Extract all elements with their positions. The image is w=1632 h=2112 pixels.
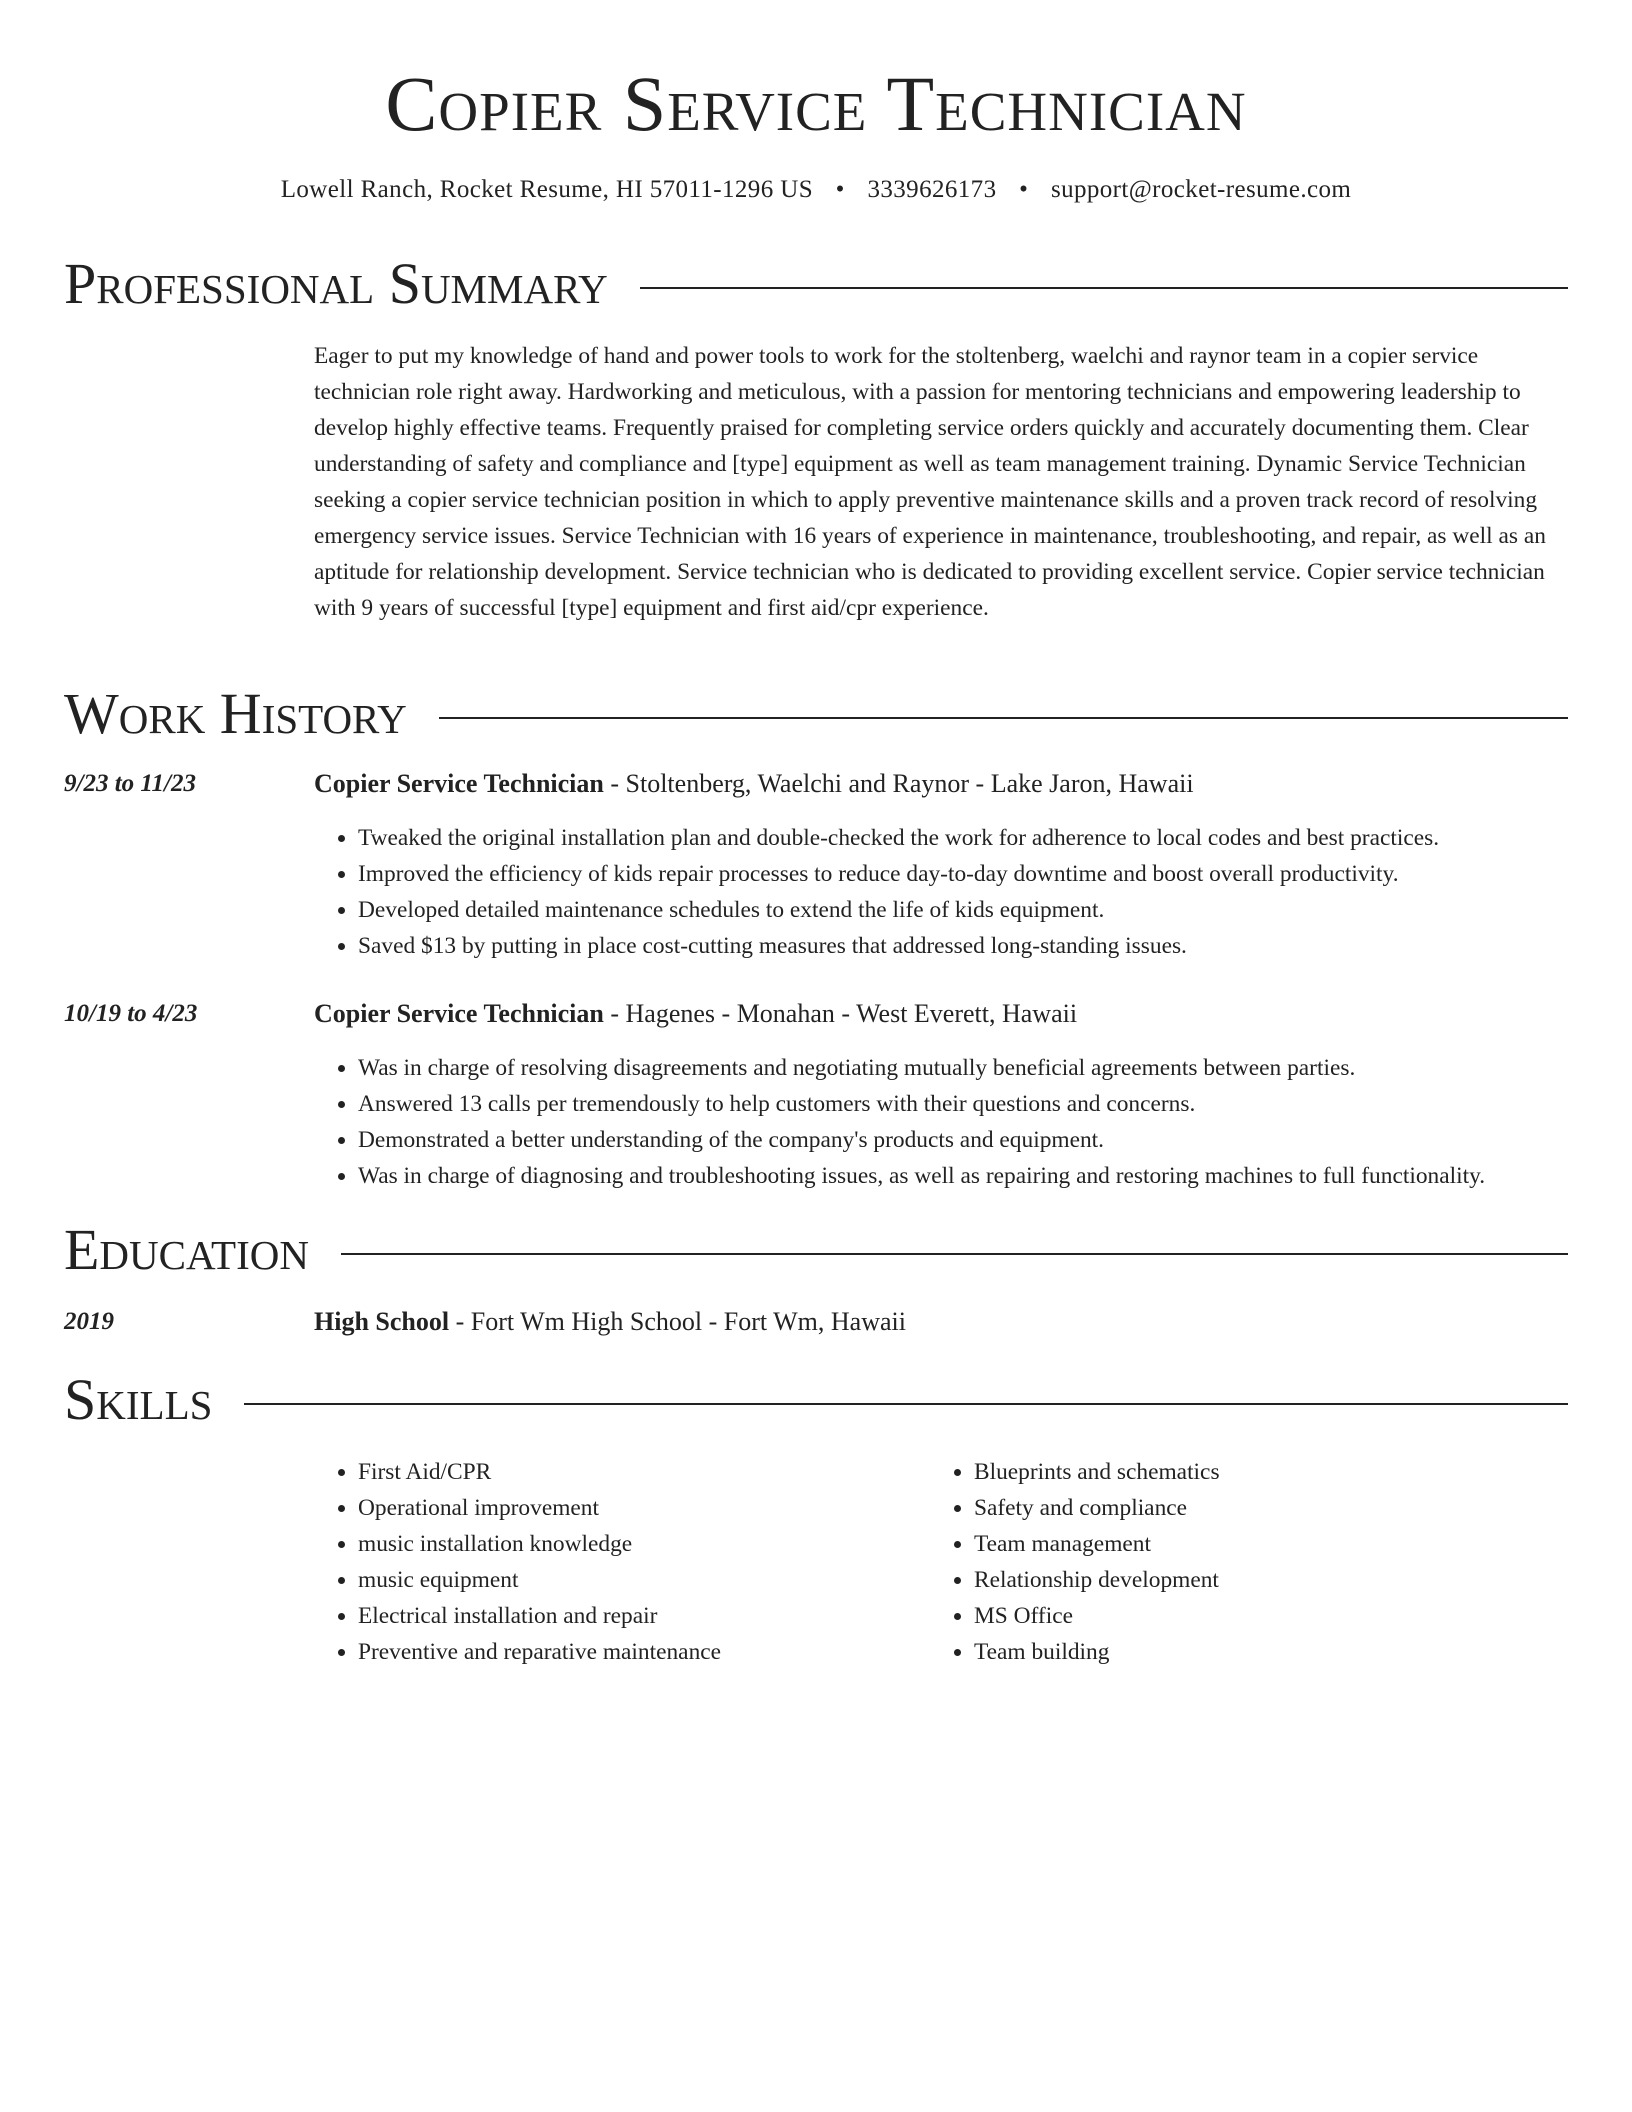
summary-text: Eager to put my knowledge of hand and power tools to work for the stoltenberg, waelchi and raynor team in a copier service technician role right away. Hardworking and meticulous, with a passion for mentoring technicians and empowering leadership to develop highly effective teams. Frequently praised for completing service orders quickly and accurately documenting them. Clear understanding of safety and compliance and [type] equipment as well as team management training. Dynamic Service Technician seeking a copier service technician position in which to apply preventive maintenance skills and a proven track record of resolving emergency service issues. Service Technician with 16 years of experience in maintenance, troubleshooting, and repair, as well as an aptitude for relationship development. Service technician who is dedicated to providing excellent service. Copier service technician with 9 years of successful [type] equipment and first aid/cpr experience. xyxy=(314,343,1546,621)
section-heading: Work History xyxy=(64,681,407,746)
job-bullets xyxy=(314,820,1618,964)
skill-item: • Relationship development xyxy=(974,1562,1574,1598)
skill-item: • Blueprints and schematics xyxy=(974,1454,1574,1490)
skill-item: • Team building xyxy=(974,1634,1574,1670)
list-item: • Tweaked the original installation plan and double-checked the work for adherence to local codes and best practices. xyxy=(358,820,1618,856)
section-divider xyxy=(439,717,1568,719)
section-work-history xyxy=(64,682,1568,746)
job-title: Copier Service Technician xyxy=(314,999,604,1028)
section-professional-summary xyxy=(64,252,1568,316)
skill-item: • Preventive and reparative maintenance xyxy=(358,1634,958,1670)
section-divider xyxy=(640,287,1568,289)
job-employer: - Stoltenberg, Waelchi and Raynor - Lake Jaron, Hawaii xyxy=(603,769,1194,798)
contact-separator: • xyxy=(835,176,845,203)
section-heading: Skills xyxy=(64,1367,213,1432)
skill-item: • MS Office xyxy=(974,1598,1574,1634)
skill-item: • First Aid/CPR xyxy=(358,1454,958,1490)
education-degree: High School xyxy=(314,1307,450,1336)
education-heading xyxy=(314,1304,1568,1340)
contact-address: Lowell Ranch, Rocket Resume, HI 57011-1296 US xyxy=(280,176,814,203)
section-heading: Professional Summary xyxy=(64,251,608,316)
skills-list-right xyxy=(930,1454,1574,1670)
job-heading xyxy=(314,996,1568,1032)
skills-list-left xyxy=(314,1454,958,1670)
list-item: • Saved $13 by putting in place cost-cutting measures that addressed long-standing issues. xyxy=(358,928,1618,964)
education-school: - Fort Wm High School - Fort Wm, Hawaii xyxy=(449,1307,906,1336)
job-dates: 10/19 to 4/23 xyxy=(64,1000,198,1027)
section-education xyxy=(64,1218,1568,1282)
job-dates: 9/23 to 11/23 xyxy=(64,770,196,797)
skill-item: • music installation knowledge xyxy=(358,1526,958,1562)
section-divider xyxy=(244,1403,1568,1405)
job-heading xyxy=(314,766,1568,802)
job-title: Copier Service Technician xyxy=(314,769,604,798)
skill-item: • Safety and compliance xyxy=(974,1490,1574,1526)
contact-separator: • xyxy=(1019,176,1029,203)
skill-item: • music equipment xyxy=(358,1562,958,1598)
contact-email: support@rocket-resume.com xyxy=(1050,176,1352,203)
contact-phone: 3339626173 xyxy=(867,176,997,203)
list-item: • Improved the efficiency of kids repair processes to reduce day-to-day downtime and boost overall productivity. xyxy=(358,856,1618,892)
contact-line xyxy=(0,172,1632,208)
resume-name-title: Copier Service Technician xyxy=(385,60,1247,147)
skill-item: • Electrical installation and repair xyxy=(358,1598,958,1634)
list-item: • Demonstrated a better understanding of the company's products and equipment. xyxy=(358,1122,1618,1158)
education-year: 2019 xyxy=(64,1308,114,1335)
job-bullets xyxy=(314,1050,1618,1194)
section-skills xyxy=(64,1368,1568,1432)
list-item: • Was in charge of diagnosing and troubleshooting issues, as well as repairing and restoring machines to full functionality. xyxy=(358,1158,1618,1194)
section-divider xyxy=(341,1253,1568,1255)
job-employer: - Hagenes - Monahan - West Everett, Hawaii xyxy=(603,999,1078,1028)
skill-item: • Operational improvement xyxy=(358,1490,958,1526)
list-item: • Was in charge of resolving disagreements and negotiating mutually beneficial agreements between parties. xyxy=(358,1050,1618,1086)
list-item: • Developed detailed maintenance schedules to extend the life of kids equipment. xyxy=(358,892,1618,928)
section-heading: Education xyxy=(64,1217,309,1282)
list-item: • Answered 13 calls per tremendously to help customers with their questions and concerns. xyxy=(358,1086,1618,1122)
skill-item: • Team management xyxy=(974,1526,1574,1562)
